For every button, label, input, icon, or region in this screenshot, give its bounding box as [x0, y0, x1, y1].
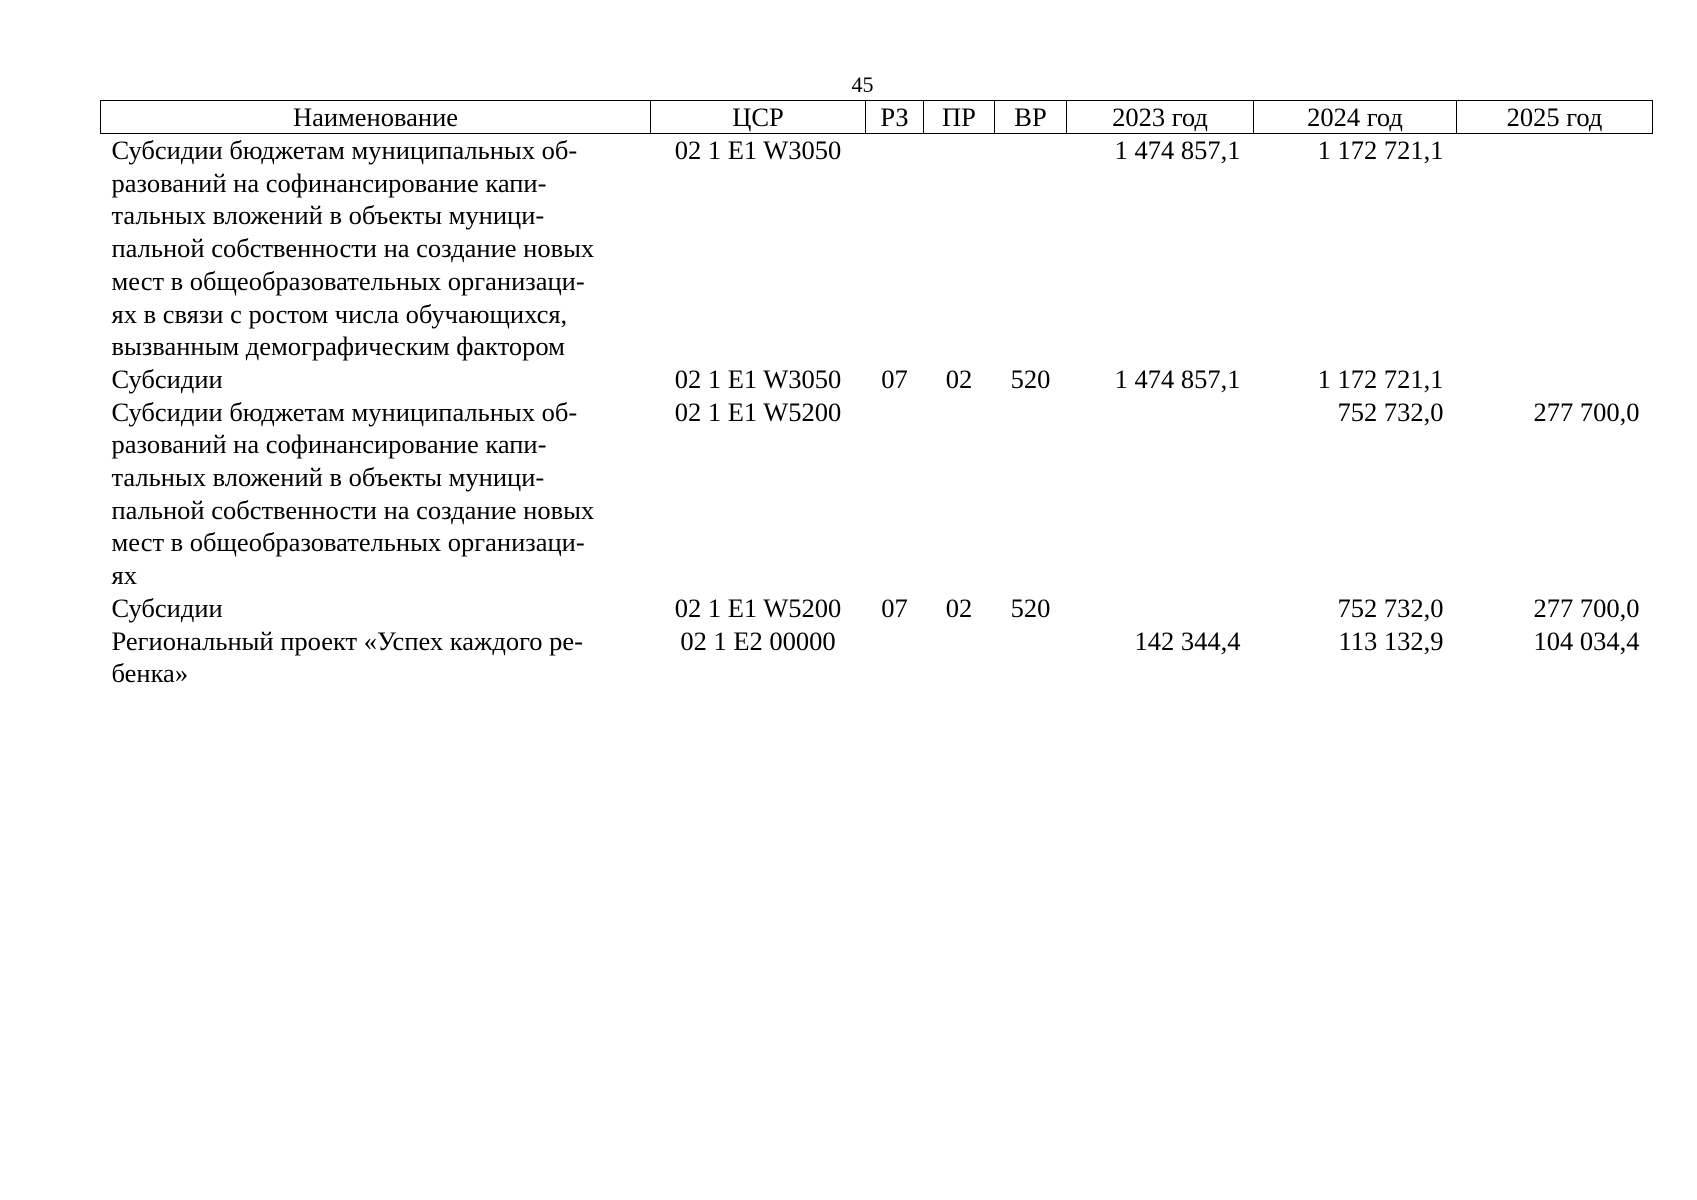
- row-pr: [924, 396, 995, 592]
- name-line: пальной собственности на создание новых: [111, 233, 595, 264]
- table-row: [101, 134, 1653, 363]
- row-2025: [1457, 363, 1653, 396]
- row-name: [101, 363, 651, 396]
- row-csr: 02 1 E1 W3050: [674, 363, 842, 394]
- row-2023: 142 344,4: [1134, 625, 1241, 656]
- name-line: разований на софинансирование капи-: [111, 167, 547, 198]
- table-header: [101, 101, 1653, 134]
- row-2024: 752 732,0: [1337, 396, 1444, 427]
- name-line: тальных вложений в объекты муници-: [111, 462, 545, 493]
- row-vr: [995, 625, 1067, 690]
- row-vr: 520: [1010, 592, 1051, 623]
- row-2023: 1 474 857,1: [1114, 363, 1241, 394]
- row-2024: 1 172 721,1: [1317, 363, 1444, 394]
- row-2024: 752 732,0: [1337, 592, 1444, 623]
- row-pr: 02: [945, 363, 973, 394]
- name-line: ях: [111, 560, 137, 591]
- name-line: тальных вложений в объекты муници-: [111, 200, 545, 231]
- row-2025: 277 700,0: [1533, 592, 1640, 623]
- row-2025: 277 700,0: [1533, 396, 1640, 427]
- name-line: пальной собственности на создание новых: [111, 494, 595, 525]
- row-csr: 02 1 E2 00000: [680, 625, 836, 656]
- name-line: разований на софинансирование капи-: [111, 429, 547, 460]
- row-csr: 02 1 E1 W3050: [674, 135, 842, 165]
- name-line: Субсидии бюджетам муниципальных об-: [111, 135, 578, 165]
- row-pr: 02: [945, 592, 973, 623]
- header-pr: ПР: [924, 101, 995, 134]
- header-row: [101, 101, 1653, 134]
- row-name: [101, 592, 651, 625]
- name-line: ях в связи с ростом числа обучающихся,: [111, 298, 568, 329]
- name-line: Субсидии: [111, 363, 223, 394]
- row-rz: [866, 134, 924, 363]
- header-rz: РЗ: [866, 101, 924, 134]
- row-2023: [1067, 396, 1254, 592]
- row-2025: [1457, 134, 1653, 363]
- name-line: бенка»: [111, 658, 189, 689]
- header-2023: 2023 год: [1067, 101, 1254, 134]
- row-rz: [866, 625, 924, 690]
- name-line: Региональный проект «Успех каждого ре-: [111, 625, 583, 656]
- row-2025: 104 034,4: [1533, 625, 1640, 656]
- row-pr: [924, 625, 995, 690]
- header-csr: ЦСР: [651, 101, 866, 134]
- row-pr: [924, 134, 995, 363]
- row-2023: [1067, 592, 1254, 625]
- row-rz: 07: [881, 363, 908, 394]
- table-row: [101, 592, 1653, 625]
- budget-table: [100, 100, 1653, 690]
- name-line: мест в общеобразовательных организаци-: [111, 265, 585, 296]
- name-line: Субсидии: [111, 592, 223, 623]
- row-rz: [866, 396, 924, 592]
- row-csr: 02 1 E1 W5200: [674, 396, 842, 427]
- row-vr: 520: [1010, 363, 1051, 394]
- row-2024: 113 132,9: [1338, 625, 1444, 656]
- row-name: [101, 134, 651, 363]
- table-body: [101, 134, 1653, 690]
- name-line: мест в общеобразовательных организаци-: [111, 527, 585, 558]
- header-vr: ВР: [995, 101, 1067, 134]
- name-line: вызванным демографическим фактором: [111, 331, 565, 362]
- row-vr: [995, 134, 1067, 363]
- name-line: Субсидии бюджетам муниципальных об-: [111, 396, 578, 427]
- page-number: 45: [851, 72, 874, 97]
- row-vr: [995, 396, 1067, 592]
- header-2024: 2024 год: [1254, 101, 1457, 134]
- table-row: [101, 625, 1653, 690]
- row-csr: 02 1 E1 W5200: [674, 592, 842, 623]
- row-name: [101, 625, 651, 690]
- row-2024: 1 172 721,1: [1317, 135, 1444, 165]
- row-name: [101, 396, 651, 592]
- header-name: Наименование: [101, 101, 651, 134]
- table-row: [101, 396, 1653, 592]
- row-rz: 07: [881, 592, 908, 623]
- header-2025: 2025 год: [1457, 101, 1653, 134]
- row-2023: 1 474 857,1: [1114, 135, 1241, 165]
- table-row: [101, 363, 1653, 396]
